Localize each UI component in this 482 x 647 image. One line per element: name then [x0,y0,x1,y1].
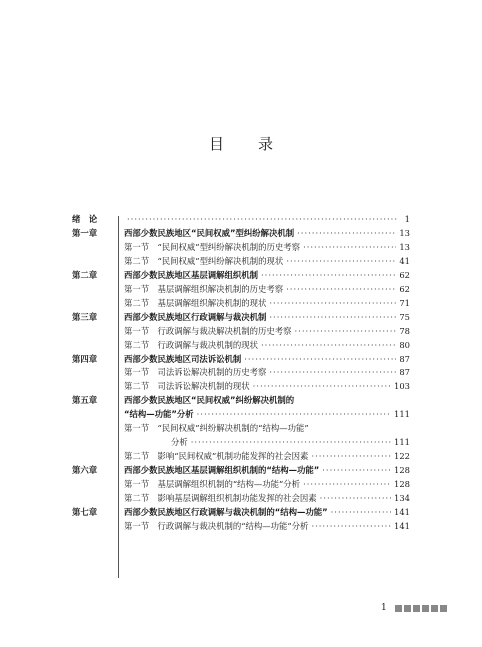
toc-row [0,505,482,519]
chapter-label: 绪 论 [72,214,98,224]
page-number: 103 [394,381,410,392]
dot-leader [253,379,391,393]
toc-row [0,310,482,324]
toc-entry-text: 西部少数民族地区行政调解与裁决机制的“结构—功能” [124,506,328,517]
dot-leader [269,296,396,310]
toc-title: 目录 [208,135,307,153]
toc-row [0,449,482,463]
toc-entry[interactable] [124,519,410,533]
toc-row [0,519,482,533]
page-number: 1 [381,603,387,613]
footer-decor-square [413,605,420,612]
dot-leader [303,240,396,254]
toc-entry-text: 第二节 影响“民间权威”机制功能发挥的社会因素 [124,451,309,462]
toc-entry-text: 西部少数民族地区基层调解组织机制的“结构—功能” [124,465,320,476]
toc-entry[interactable] [124,226,410,240]
toc-entry[interactable] [124,282,410,296]
toc-entry[interactable] [171,435,410,449]
dot-leader [311,519,391,533]
toc-entry[interactable] [124,310,410,324]
toc-entry[interactable] [124,393,294,407]
toc-entry[interactable] [124,352,410,366]
toc-entry-text: 西部少数民族地区“民间权威”纠纷解决机制的 [124,395,295,406]
toc-row [0,407,482,421]
toc-entry[interactable] [124,463,410,477]
toc-entry[interactable] [124,240,410,254]
footer-decor-square [422,605,429,612]
toc-row [0,226,482,240]
dot-leader [295,324,397,338]
dot-leader [127,212,397,226]
toc-entry-text: 第一节 行政调解与裁决机制的“结构—功能”分析 [124,520,309,531]
toc-entry[interactable] [124,407,410,421]
toc-row [0,463,482,477]
toc-entry-text: 西部少数民族地区“民间权威”型纠纷解决机制 [124,227,295,238]
toc-row [0,240,482,254]
toc-entry[interactable] [124,379,410,393]
toc-entry-text: 第二节 司法诉讼解决机制的现状 [124,381,250,392]
dot-leader [261,338,396,352]
footer-decor-square [395,605,402,612]
chapter-label: 第一章 [72,227,98,238]
toc-entry-text: 第一节 司法诉讼解决机制的历史考察 [124,367,267,378]
toc-row [0,212,482,226]
toc-row [0,296,482,310]
page-number: 80 [399,339,410,350]
toc-entry-text: 第一节 “民间权威”纠纷解决机制的“结构—功能” [124,423,309,434]
page-number: 41 [399,255,410,266]
page-number: 122 [394,451,410,462]
toc-entry-text: 分析 [171,437,188,448]
toc-entry-text: 第二节 “民间权威”型纠纷解决机制的现状 [124,255,284,266]
page-number: 87 [399,367,410,378]
toc-entry[interactable] [124,338,410,352]
toc-entry-text: 第一节 基层调解组织解决机制的历史考察 [124,283,284,294]
toc-entry-text: 第一节 “民间权威”型纠纷解决机制的历史考察 [124,241,301,252]
dot-leader [191,435,391,449]
page-number: 13 [399,227,410,238]
page-number: 111 [394,437,410,448]
footer-decor-square [404,605,411,612]
toc-row [0,393,482,407]
toc-entry-text: 第二节 基层调解组织解决机制的现状 [124,297,267,308]
page-number: 71 [399,297,410,308]
page-number: 13 [399,241,410,252]
page-number: 128 [394,465,410,476]
toc-entry-text: 第一节 基层调解组织机制的“结构—功能”分析 [124,479,301,490]
page-number: 87 [399,353,410,364]
dot-leader [303,477,391,491]
toc-entry-text: 西部少数民族地区司法诉讼机制 [124,353,242,364]
toc-row [0,338,482,352]
dot-leader [286,254,396,268]
page-number: 1 [404,214,410,224]
dot-leader [320,491,391,505]
toc-entry[interactable] [124,296,410,310]
toc-entry-text: 西部少数民族地区基层调解组织机制 [124,269,258,280]
toc-entry-text: 第二节 行政调解与裁决机制的现状 [124,339,258,350]
toc-row [0,491,482,505]
toc-row [0,477,482,491]
toc-entry[interactable] [124,365,410,379]
page-number: 62 [399,283,410,294]
dot-leader [244,352,396,366]
toc-row [0,282,482,296]
footer-decor-square [440,605,447,612]
toc-entry-text: 第一节 行政调解与裁决解决机制的历史考察 [124,325,292,336]
toc-entry-text: 第二节 影响基层调解组织机制功能发挥的社会因素 [124,493,317,503]
chapter-label: 第七章 [72,506,98,517]
dot-leader [331,505,391,519]
dot-leader [311,449,391,463]
page-number: 78 [399,325,410,336]
dot-leader [269,310,396,324]
toc-row [0,379,482,393]
page-footer [381,603,447,613]
toc-entry[interactable] [124,477,410,491]
toc-row [0,365,482,379]
toc-entry-text: 西部少数民族地区行政调解与裁决机制 [124,311,267,322]
page-number: 75 [399,311,410,322]
dot-leader [261,268,396,282]
chapter-label: 第四章 [72,353,98,364]
chapter-label: 第三章 [72,311,98,322]
chapter-label: 第五章 [72,395,98,406]
toc-row [0,254,482,268]
dot-leader [197,407,391,421]
page-number: 62 [399,269,410,280]
toc-entry[interactable] [124,268,410,282]
toc-entry[interactable] [124,449,410,463]
toc-entry[interactable] [124,254,410,268]
toc-entry[interactable] [124,505,410,519]
page-number: 134 [394,493,410,503]
toc-row [0,352,482,366]
footer-decor-square [431,605,438,612]
chapter-label: 第六章 [72,465,98,476]
toc-row [0,421,482,435]
dot-leader [286,282,396,296]
toc-entry[interactable] [124,212,410,226]
toc-entry[interactable] [124,421,309,435]
toc-row [0,268,482,282]
toc-row [0,435,482,449]
page-number: 128 [394,479,410,490]
toc-row [0,324,482,338]
page-number: 141 [394,520,410,531]
dot-leader [269,365,396,379]
toc-entry-text: “结构—功能”分析 [124,409,194,420]
page-number: 111 [394,409,410,420]
toc-entry[interactable] [124,324,410,338]
chapter-label: 第二章 [72,269,98,280]
toc-entry[interactable] [124,491,410,505]
dot-leader [322,463,391,477]
dot-leader [297,226,396,240]
page-number: 141 [394,506,410,517]
